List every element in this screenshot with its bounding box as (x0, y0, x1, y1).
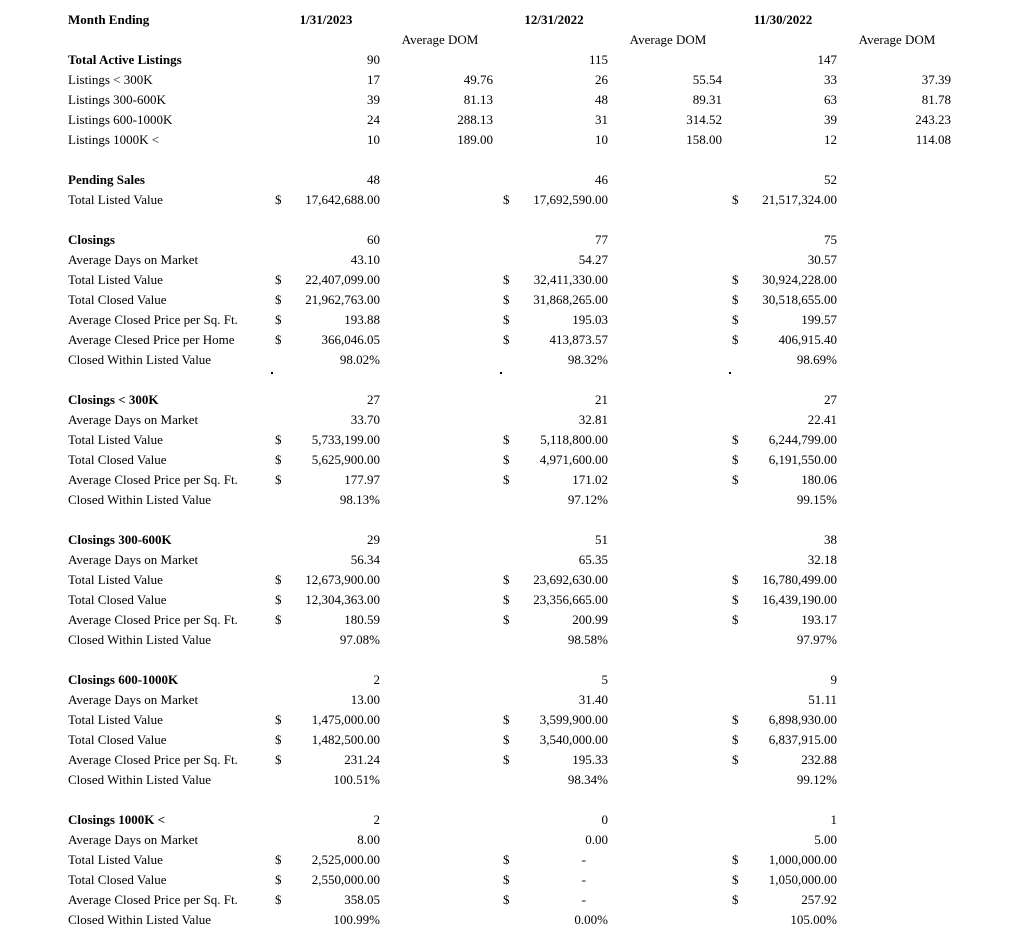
row-value: 413,873.57 (549, 332, 608, 347)
row-value: 30.57 (807, 252, 837, 267)
dollar-sign: $ (275, 612, 282, 627)
row-label: Listings 600-1000K (68, 112, 173, 127)
section-total: 115 (588, 52, 608, 67)
section-title: Total Active Listings (68, 52, 182, 67)
average-dom-header: Average DOM (629, 32, 707, 47)
dollar-sign: $ (503, 192, 510, 207)
dollar-sign: $ (732, 852, 739, 867)
section-title: Closings < 300K (68, 392, 159, 407)
row-label: Listings 300-600K (68, 92, 166, 107)
row-value: 171.02 (572, 472, 608, 487)
dollar-sign: $ (503, 312, 510, 327)
section-total: 2 (373, 672, 380, 687)
section-total: 9 (830, 672, 837, 687)
dollar-sign: $ (275, 292, 282, 307)
row-value: 1,475,000.00 (311, 712, 380, 727)
row-value: 65.35 (578, 552, 608, 567)
row-value: 257.92 (801, 892, 837, 907)
row-value: 98.32% (567, 352, 608, 367)
average-dom-header: Average DOM (858, 32, 936, 47)
section-total: 52 (824, 172, 837, 187)
listing-count: 33 (824, 72, 837, 87)
row-value: 406,915.40 (778, 332, 837, 347)
dollar-sign: $ (503, 272, 510, 287)
row-value: 23,692,630.00 (533, 572, 608, 587)
row-value: 98.34% (567, 772, 608, 787)
row-value: 97.08% (339, 632, 380, 647)
row-value: 366,046.05 (321, 332, 380, 347)
row-label: Total Closed Value (68, 592, 167, 607)
row-value: 232.88 (801, 752, 837, 767)
section-total: 21 (595, 392, 608, 407)
average-dom-header: Average DOM (401, 32, 479, 47)
row-value: 43.10 (350, 252, 380, 267)
row-value: 0.00 (585, 832, 608, 847)
row-value: 22,407,099.00 (305, 272, 380, 287)
listing-count: 24 (367, 112, 380, 127)
row-label: Total Listed Value (68, 852, 163, 867)
listing-count: 10 (595, 132, 608, 147)
row-value: 32.81 (578, 412, 608, 427)
row-value: 177.97 (344, 472, 380, 487)
period-header: 1/31/2023 (299, 12, 353, 27)
row-value: 56.34 (350, 552, 380, 567)
section-title: Closings 300-600K (68, 532, 172, 547)
listing-count: 17 (367, 72, 380, 87)
average-dom-value: 49.76 (463, 72, 493, 87)
row-value: 5.00 (814, 832, 837, 847)
dollar-sign: $ (275, 892, 282, 907)
row-label: Average Closed Price per Sq. Ft. (68, 312, 238, 327)
dollar-sign: $ (503, 612, 510, 627)
row-value: 6,191,550.00 (768, 452, 837, 467)
dollar-sign: $ (275, 452, 282, 467)
section-total: 5 (601, 672, 608, 687)
section-title: Pending Sales (68, 172, 145, 187)
row-value: 22.41 (807, 412, 837, 427)
dollar-sign: $ (275, 852, 282, 867)
dollar-sign: $ (732, 712, 739, 727)
dollar-sign: $ (275, 592, 282, 607)
row-label: Listings 1000K < (68, 132, 160, 147)
row-value: 1,000,000.00 (768, 852, 837, 867)
section-total: 90 (367, 52, 380, 67)
row-value: - (581, 852, 586, 867)
row-label: Total Listed Value (68, 432, 163, 447)
row-label: Closed Within Listed Value (68, 772, 212, 787)
row-value: 33.70 (350, 412, 380, 427)
row-label: Average Days on Market (68, 832, 199, 847)
dollar-sign: $ (275, 332, 282, 347)
dollar-sign: $ (503, 472, 510, 487)
dollar-sign: $ (275, 752, 282, 767)
row-value: 98.69% (796, 352, 837, 367)
row-label: Closed Within Listed Value (68, 632, 212, 647)
section-total: 46 (595, 172, 608, 187)
row-value: 21,517,324.00 (762, 192, 837, 207)
row-value: 6,898,930.00 (768, 712, 837, 727)
row-label: Average Closed Price per Sq. Ft. (68, 892, 238, 907)
row-label: Total Closed Value (68, 452, 167, 467)
average-dom-value: 89.31 (692, 92, 722, 107)
dollar-sign: $ (503, 732, 510, 747)
row-value: 0.00% (574, 912, 608, 927)
row-value: 51.11 (808, 692, 837, 707)
average-dom-value: 243.23 (915, 112, 951, 127)
listing-count: 31 (595, 112, 608, 127)
row-label: Total Listed Value (68, 272, 163, 287)
dollar-sign: $ (275, 432, 282, 447)
average-dom-value: 37.39 (921, 72, 951, 87)
dollar-sign: $ (503, 452, 510, 467)
listing-count: 63 (824, 92, 837, 107)
dollar-sign: $ (275, 872, 282, 887)
row-label: Average Clesed Price per Home (68, 332, 235, 347)
row-value: 12,673,900.00 (305, 572, 380, 587)
dollar-sign: $ (732, 192, 739, 207)
section-total: 147 (817, 52, 837, 67)
section-total: 38 (824, 532, 837, 547)
dollar-sign: $ (503, 432, 510, 447)
row-value: 16,439,190.00 (762, 592, 837, 607)
row-label: Average Days on Market (68, 412, 199, 427)
row-value: 5,733,199.00 (311, 432, 380, 447)
row-value: - (581, 892, 586, 907)
row-value: 23,356,665.00 (533, 592, 608, 607)
listing-count: 12 (824, 132, 837, 147)
row-value: 31,868,265.00 (533, 292, 608, 307)
dollar-sign: $ (503, 712, 510, 727)
section-title: Closings 600-1000K (68, 672, 179, 687)
average-dom-value: 314.52 (686, 112, 722, 127)
row-label: Closed Within Listed Value (68, 492, 212, 507)
row-value: 200.99 (572, 612, 608, 627)
row-value: 17,642,688.00 (305, 192, 380, 207)
average-dom-value: 55.54 (692, 72, 722, 87)
row-label: Total Closed Value (68, 292, 167, 307)
period-header: 11/30/2022 (753, 12, 813, 27)
row-value: 30,518,655.00 (762, 292, 837, 307)
row-value: 6,837,915.00 (768, 732, 837, 747)
row-value: 30,924,228.00 (762, 272, 837, 287)
row-value: 5,118,800.00 (540, 432, 608, 447)
row-value: 105.00% (790, 912, 837, 927)
row-value: 231.24 (344, 752, 380, 767)
dollar-sign: $ (275, 712, 282, 727)
row-value: 1,050,000.00 (768, 872, 837, 887)
section-total: 29 (367, 532, 380, 547)
stray-mark (271, 372, 273, 374)
row-label: Average Closed Price per Sq. Ft. (68, 752, 238, 767)
row-value: 2,550,000.00 (311, 872, 380, 887)
section-total: 27 (367, 392, 380, 407)
row-value: 6,244,799.00 (768, 432, 837, 447)
dollar-sign: $ (275, 272, 282, 287)
dollar-sign: $ (275, 472, 282, 487)
section-total: 27 (824, 392, 837, 407)
listing-count: 26 (595, 72, 608, 87)
dollar-sign: $ (503, 752, 510, 767)
dollar-sign: $ (275, 312, 282, 327)
row-value: 195.33 (572, 752, 608, 767)
row-value: 13.00 (350, 692, 380, 707)
row-value: 97.97% (796, 632, 837, 647)
dollar-sign: $ (732, 592, 739, 607)
row-value: 98.58% (567, 632, 608, 647)
section-total: 51 (595, 532, 608, 547)
row-value: 8.00 (357, 832, 380, 847)
dollar-sign: $ (732, 892, 739, 907)
listing-count: 39 (824, 112, 837, 127)
month-ending-label: Month Ending (68, 12, 150, 27)
row-label: Closed Within Listed Value (68, 912, 212, 927)
row-value: 98.13% (339, 492, 380, 507)
row-value: 180.59 (344, 612, 380, 627)
dollar-sign: $ (732, 452, 739, 467)
row-value: 16,780,499.00 (762, 572, 837, 587)
average-dom-value: 81.78 (921, 92, 951, 107)
dollar-sign: $ (275, 192, 282, 207)
row-value: 4,971,600.00 (539, 452, 608, 467)
section-total: 1 (830, 812, 837, 827)
dollar-sign: $ (732, 572, 739, 587)
dollar-sign: $ (732, 472, 739, 487)
average-dom-value: 158.00 (686, 132, 722, 147)
row-value: 100.99% (333, 912, 380, 927)
dollar-sign: $ (503, 852, 510, 867)
row-value: 99.12% (796, 772, 837, 787)
listing-count: 10 (367, 132, 380, 147)
row-value: 2,525,000.00 (311, 852, 380, 867)
row-value: 98.02% (339, 352, 380, 367)
dollar-sign: $ (503, 892, 510, 907)
row-value: 195.03 (572, 312, 608, 327)
row-label: Total Listed Value (68, 572, 163, 587)
dollar-sign: $ (503, 872, 510, 887)
row-value: 1,482,500.00 (311, 732, 380, 747)
section-title: Closings 1000K < (68, 812, 165, 827)
row-value: - (581, 872, 586, 887)
dollar-sign: $ (732, 872, 739, 887)
row-label: Average Days on Market (68, 692, 199, 707)
period-header: 12/31/2022 (524, 12, 584, 27)
row-value: 193.88 (344, 312, 380, 327)
section-total: 48 (367, 172, 380, 187)
row-value: 31.40 (578, 692, 608, 707)
dollar-sign: $ (503, 332, 510, 347)
dollar-sign: $ (503, 572, 510, 587)
row-value: 17,692,590.00 (533, 192, 608, 207)
row-label: Average Closed Price per Sq. Ft. (68, 612, 238, 627)
stray-mark (729, 372, 731, 374)
section-total: 60 (367, 232, 380, 247)
row-value: 5,625,900.00 (311, 452, 380, 467)
row-label: Average Days on Market (68, 252, 199, 267)
dollar-sign: $ (732, 732, 739, 747)
average-dom-value: 288.13 (457, 112, 493, 127)
row-label: Total Listed Value (68, 712, 163, 727)
section-total: 2 (373, 812, 380, 827)
dollar-sign: $ (732, 332, 739, 347)
average-dom-value: 189.00 (457, 132, 493, 147)
row-value: 3,540,000.00 (539, 732, 608, 747)
listing-count: 48 (595, 92, 608, 107)
dollar-sign: $ (732, 272, 739, 287)
row-value: 12,304,363.00 (305, 592, 380, 607)
dollar-sign: $ (732, 612, 739, 627)
dollar-sign: $ (503, 292, 510, 307)
dollar-sign: $ (732, 752, 739, 767)
row-value: 180.06 (801, 472, 837, 487)
row-value: 54.27 (578, 252, 608, 267)
row-value: 100.51% (333, 772, 380, 787)
dollar-sign: $ (503, 592, 510, 607)
row-label: Closed Within Listed Value (68, 352, 212, 367)
row-value: 32.18 (807, 552, 837, 567)
dollar-sign: $ (275, 732, 282, 747)
section-total: 0 (601, 812, 608, 827)
section-title: Closings (68, 232, 115, 247)
stray-mark (500, 372, 502, 374)
listing-count: 39 (367, 92, 380, 107)
dollar-sign: $ (275, 572, 282, 587)
row-label: Total Closed Value (68, 872, 167, 887)
dollar-sign: $ (732, 432, 739, 447)
row-value: 99.15% (796, 492, 837, 507)
row-value: 193.17 (801, 612, 837, 627)
row-value: 199.57 (801, 312, 837, 327)
average-dom-value: 114.08 (915, 132, 951, 147)
row-value: 3,599,900.00 (539, 712, 608, 727)
row-label: Listings < 300K (68, 72, 153, 87)
row-value: 32,411,330.00 (533, 272, 608, 287)
row-label: Total Closed Value (68, 732, 167, 747)
row-value: 358.05 (344, 892, 380, 907)
row-label: Average Days on Market (68, 552, 199, 567)
row-value: 21,962,763.00 (305, 292, 380, 307)
row-label: Average Closed Price per Sq. Ft. (68, 472, 238, 487)
dollar-sign: $ (732, 292, 739, 307)
row-label: Total Listed Value (68, 192, 163, 207)
row-value: 97.12% (567, 492, 608, 507)
dollar-sign: $ (732, 312, 739, 327)
section-total: 75 (824, 232, 837, 247)
average-dom-value: 81.13 (463, 92, 493, 107)
section-total: 77 (595, 232, 608, 247)
